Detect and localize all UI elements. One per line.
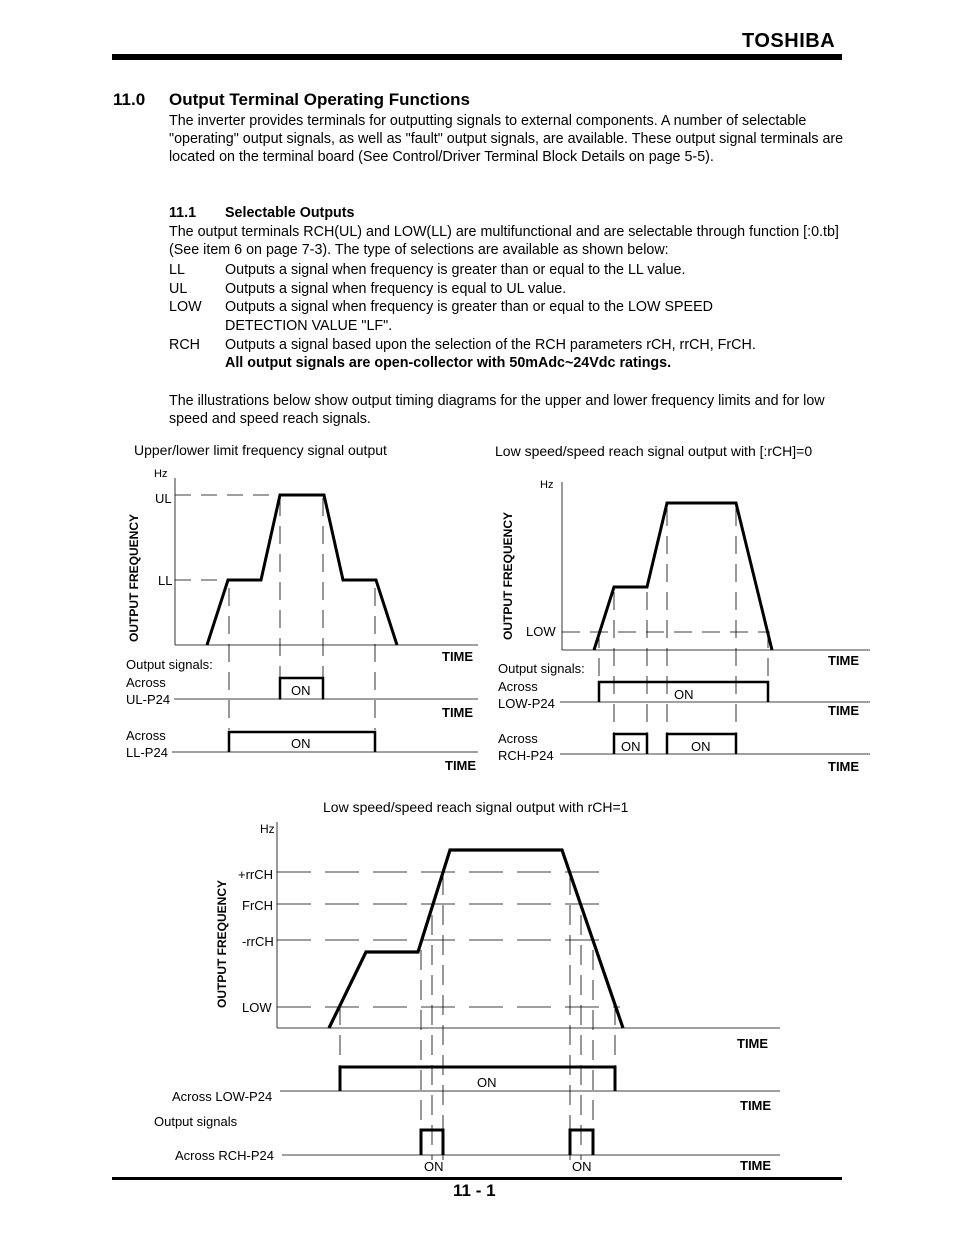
definition-text: Outputs a signal based upon the selection of the RCH parameters rCH, rrCH, FrCH.	[225, 336, 756, 353]
definition-text: Outputs a signal when frequency is greater than or equal to the LL value.	[225, 262, 686, 278]
diagram1-on-ll: ON	[291, 736, 311, 751]
diagram2-y-axis-label: OUTPUT FREQUENCY	[501, 511, 515, 640]
diagram1-on-ul: ON	[291, 683, 311, 698]
diagram3-time-label-3: TIME	[740, 1158, 772, 1173]
diagram1-time-label-2: TIME	[442, 705, 474, 720]
diagram1-frequency-curve	[207, 495, 397, 645]
diagram2-time-label-1: TIME	[828, 653, 860, 668]
diagram2-time-label-3: TIME	[828, 759, 860, 774]
diagram3-frch-label: FrCH	[242, 898, 274, 913]
diagram1-y-axis-label: OUTPUT FREQUENCY	[127, 513, 141, 642]
diagram3-level-lines	[277, 872, 620, 1007]
diagram3-minus-rrch-label: -rrCH	[242, 934, 274, 949]
diagram2-time-label-2: TIME	[828, 703, 860, 718]
diagram3-output-signals: Output signals	[154, 1114, 238, 1129]
definition-text: Outputs a signal when frequency is equal to UL value.	[225, 280, 567, 297]
diagram3-on-rch-1: ON	[424, 1159, 444, 1174]
page-number: 11 - 1	[453, 1181, 496, 1200]
diagram3-time-label-1: TIME	[737, 1036, 769, 1051]
diagram3-frequency-curve	[329, 850, 623, 1028]
diagram3-guides	[340, 875, 615, 1160]
diagram2-frequency-curve	[594, 503, 772, 650]
diagram1-title: Upper/lower limit frequency signal output	[134, 442, 387, 458]
diagram-upper-lower-limit	[126, 442, 478, 773]
definition-term: RCH	[169, 336, 200, 353]
diagram3-y-axis-label: OUTPUT FREQUENCY	[215, 879, 229, 1008]
diagram3-low-label: LOW	[242, 1000, 272, 1015]
diagram2-hz-label: Hz	[540, 479, 554, 491]
diagram1-time-label-3: TIME	[445, 758, 477, 773]
definition-text: Outputs a signal when frequency is greater than or equal to the LOW SPEED DETECTION VALUE "LF".	[225, 299, 713, 335]
diagram3-time-label-2: TIME	[740, 1098, 772, 1113]
diagram2-on-rch-2: ON	[691, 739, 711, 754]
diagram3-plus-rrch-label: +rrCH	[238, 867, 274, 882]
definition-term: UL	[169, 280, 188, 297]
diagram2-across-1: Across	[498, 679, 538, 694]
ratings-note: All output signals are open-collector with 50mAdc~24Vdc ratings.	[225, 355, 672, 371]
subsection-text: The output terminals RCH(UL) and LOW(LL) are multifunctional and are selectable through function [:0.tb] (See item 6 on page 7-3). The type of selections are available as shown below:	[169, 224, 839, 259]
diagram1-across-2: Across	[126, 728, 166, 743]
diagram2-across-2: Across	[498, 731, 538, 746]
subsection-number: 11.1	[169, 205, 197, 221]
diagram3-across-low: Across LOW-P24	[172, 1089, 273, 1104]
subsection-title: Selectable Outputs	[225, 205, 355, 221]
definition-term: LOW	[169, 299, 202, 316]
diagram2-terminal-rch: RCH-P24	[498, 748, 554, 763]
diagram-low-speed-rch1	[154, 799, 780, 1174]
diagram2-on-low: ON	[674, 687, 694, 702]
diagram2-terminal-low: LOW-P24	[498, 696, 555, 711]
diagram1-ul-label: UL	[155, 491, 172, 506]
definition-term: LL	[169, 262, 185, 278]
diagram2-output-signals: Output signals:	[498, 661, 585, 676]
diagram1-across-1: Across	[126, 675, 166, 690]
diagram1-time-label-1: TIME	[442, 649, 474, 664]
diagram3-on-rch-2: ON	[572, 1159, 592, 1174]
illustrations-text: The illustrations below show output timing diagrams for the upper and lower frequency limits and for low speed and speed reach signals.	[169, 393, 825, 428]
diagram3-rch-pulse-2	[570, 1130, 593, 1155]
diagram1-ll-label: LL	[158, 573, 173, 588]
diagram3-hz-label: Hz	[260, 822, 275, 836]
section-intro: The inverter provides terminals for outputting signals to external components. A number of selectable "operating" output signals, as well as "fault" output signals, are available. These output signal terminals are located on the terminal board (See Control/Driver Terminal Block Details on page 5-5).	[169, 113, 844, 166]
diagram3-on-low: ON	[477, 1075, 497, 1090]
diagram-low-speed-rch0	[495, 443, 870, 774]
diagram2-on-rch-1: ON	[621, 739, 641, 754]
footer-rule	[112, 1177, 842, 1180]
diagram1-hz-label: Hz	[154, 468, 168, 480]
brand-logo: TOSHIBA	[742, 30, 836, 52]
diagram2-low-label: LOW	[526, 624, 556, 639]
diagram3-across-rch: Across RCH-P24	[175, 1148, 274, 1163]
diagram1-output-signals: Output signals:	[126, 657, 213, 672]
diagram1-terminal-ll: LL-P24	[126, 745, 168, 760]
diagram1-terminal-ul: UL-P24	[126, 692, 171, 707]
section-title: Output Terminal Operating Functions	[169, 90, 470, 109]
diagram2-guides	[599, 508, 768, 740]
diagram3-title: Low speed/speed reach signal output with rCH=1	[323, 799, 629, 815]
section-number: 11.0	[113, 90, 146, 109]
diagram2-title: Low speed/speed reach signal output with [:rCH]=0	[495, 443, 813, 459]
